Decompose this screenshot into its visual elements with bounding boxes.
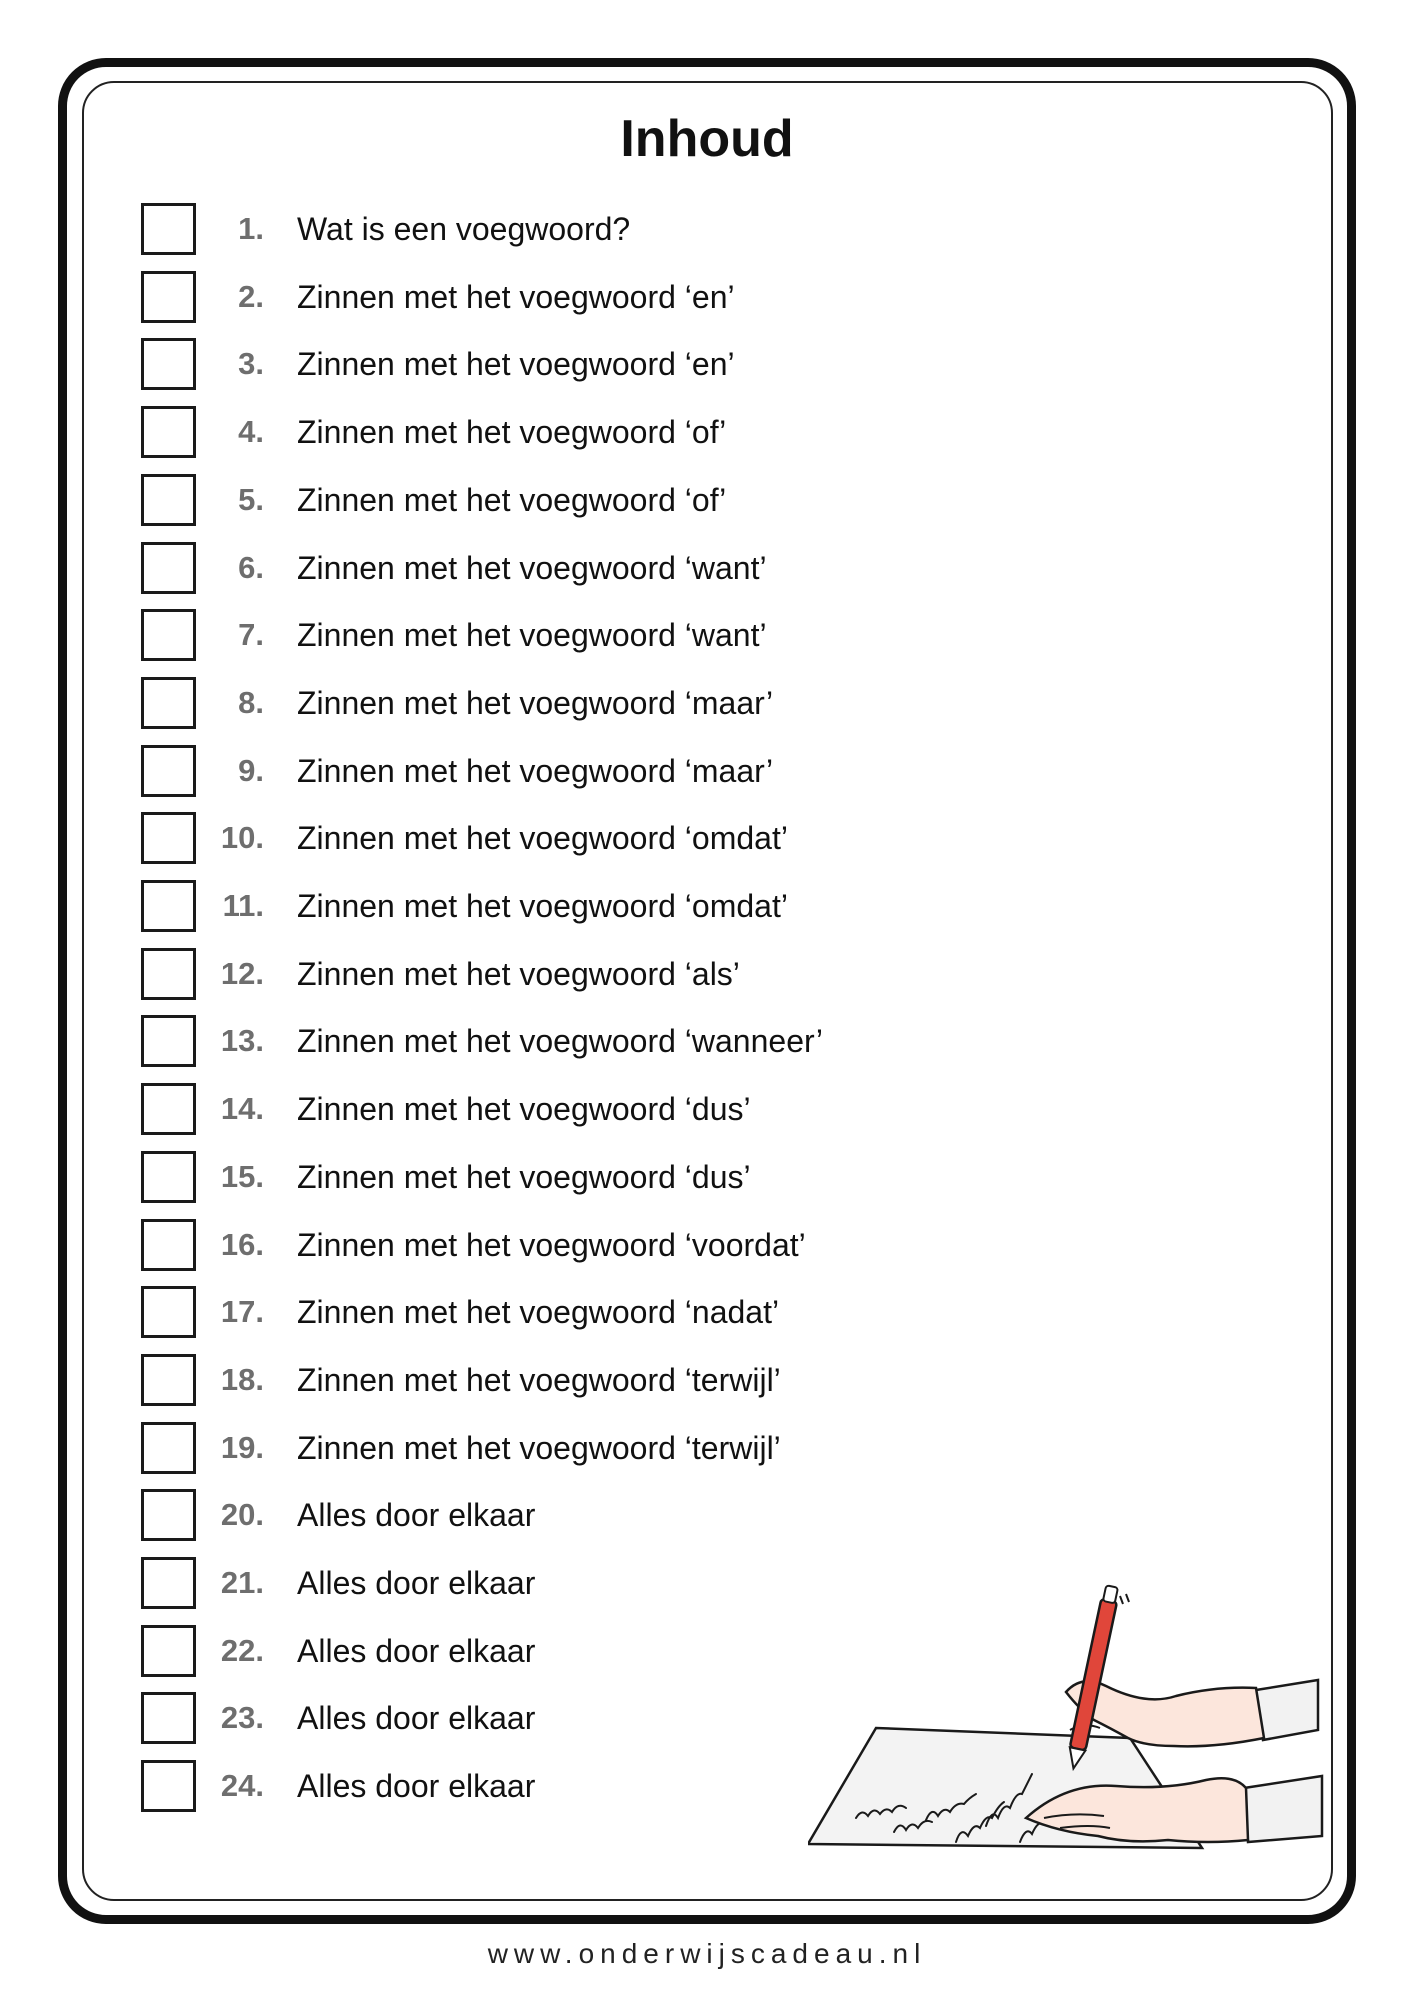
toc-item — [0, 1081, 900, 1137]
item-title: Zinnen met het voegwoord ‘als’ — [297, 955, 740, 992]
item-title: Alles door elkaar — [297, 1632, 536, 1669]
item-title: Zinnen met het voegwoord ‘omdat’ — [297, 888, 788, 924]
toc-item — [0, 404, 900, 460]
item-title: Zinnen met het voegwoord ‘terwijl’ — [297, 1361, 781, 1398]
item-number: 20. — [220, 1497, 264, 1533]
checkbox[interactable] — [141, 1557, 196, 1609]
item-number: 18. — [220, 1361, 264, 1397]
item-number: 4. — [238, 414, 264, 450]
toc-item — [0, 675, 900, 731]
item-title: Alles door elkaar — [297, 1497, 536, 1534]
toc-item — [0, 1149, 900, 1205]
toc-item — [0, 1623, 900, 1679]
checkbox[interactable] — [141, 1422, 196, 1474]
item-title: Zinnen met het voegwoord ‘of’ — [297, 414, 727, 451]
checkbox[interactable] — [141, 812, 196, 864]
checkbox[interactable] — [141, 609, 196, 661]
page-title: Inhoud — [620, 110, 794, 168]
checkbox[interactable] — [141, 1151, 196, 1203]
item-title: Zinnen met het voegwoord ‘maar’ — [297, 752, 774, 789]
item-number: 10. — [220, 820, 264, 856]
item-number: 3. — [238, 346, 264, 382]
toc-item — [0, 743, 900, 799]
toc-item — [0, 1284, 900, 1340]
item-number: 19. — [220, 1429, 264, 1465]
toc-item — [0, 540, 900, 596]
toc-item — [0, 946, 900, 1002]
toc-item — [0, 810, 900, 866]
toc-item — [0, 1690, 900, 1746]
checkbox[interactable] — [141, 880, 196, 932]
item-number: 24. — [220, 1768, 264, 1804]
item-title: Zinnen met het voegwoord ‘nadat’ — [297, 1294, 780, 1331]
checkbox[interactable] — [141, 203, 196, 255]
item-title: Zinnen met het voegwoord ‘dus’ — [297, 1158, 751, 1195]
item-number: 1. — [238, 211, 264, 246]
item-title: Zinnen met het voegwoord ‘want’ — [297, 549, 767, 586]
checkbox[interactable] — [141, 1354, 196, 1406]
checkbox[interactable] — [141, 271, 196, 323]
checkbox[interactable] — [141, 542, 196, 594]
item-title: Zinnen met het voegwoord ‘dus’ — [297, 1091, 751, 1128]
item-title: Alles door elkaar — [297, 1565, 536, 1601]
item-number: 23. — [220, 1700, 264, 1736]
item-title: Zinnen met het voegwoord ‘maar’ — [297, 684, 774, 721]
item-number: 21. — [220, 1565, 264, 1600]
checkbox[interactable] — [141, 1286, 196, 1338]
item-number: 14. — [220, 1091, 264, 1127]
item-number: 8. — [238, 684, 264, 720]
checkbox[interactable] — [141, 745, 196, 797]
checkbox[interactable] — [141, 677, 196, 729]
checkbox[interactable] — [141, 474, 196, 526]
item-number: 22. — [220, 1632, 264, 1668]
item-number: 12. — [220, 955, 264, 991]
checkbox[interactable] — [141, 406, 196, 458]
checkbox[interactable] — [141, 948, 196, 1000]
checkbox[interactable] — [141, 1015, 196, 1067]
item-number: 16. — [220, 1226, 264, 1262]
item-number: 7. — [238, 617, 264, 653]
checkbox[interactable] — [141, 1489, 196, 1541]
toc-item — [0, 472, 900, 528]
item-title: Zinnen met het voegwoord ‘want’ — [297, 617, 767, 654]
toc-item — [0, 1420, 900, 1476]
item-title: Zinnen met het voegwoord ‘terwijl’ — [297, 1429, 781, 1466]
item-title: Zinnen met het voegwoord ‘omdat’ — [297, 820, 788, 857]
toc-item — [0, 1555, 900, 1611]
toc-item — [0, 1352, 900, 1408]
toc-item — [0, 607, 900, 663]
footer-url: www.onderwijscadeau.nl — [487, 1938, 927, 1969]
toc-item — [0, 1217, 900, 1273]
checkbox[interactable] — [141, 338, 196, 390]
item-title: Zinnen met het voegwoord ‘wanneer’ — [297, 1023, 823, 1060]
toc-item — [0, 1758, 900, 1814]
item-number: 9. — [238, 752, 264, 788]
checkbox[interactable] — [141, 1219, 196, 1271]
item-number: 5. — [238, 481, 264, 517]
toc-item — [0, 1487, 900, 1543]
toc-item — [0, 1013, 900, 1069]
toc-item — [0, 336, 900, 392]
item-title: Zinnen met het voegwoord ‘of’ — [297, 481, 727, 518]
checkbox[interactable] — [141, 1692, 196, 1744]
item-title: Wat is een voegwoord? — [297, 211, 631, 247]
toc-item — [0, 201, 900, 257]
item-title: Zinnen met het voegwoord ‘voordat’ — [297, 1226, 806, 1263]
toc-item — [0, 269, 900, 325]
item-number: 13. — [220, 1023, 264, 1059]
item-title: Alles door elkaar — [297, 1700, 536, 1737]
checkbox[interactable] — [141, 1083, 196, 1135]
item-number: 2. — [238, 278, 264, 314]
item-title: Alles door elkaar — [297, 1768, 536, 1805]
item-number: 17. — [220, 1294, 264, 1330]
checkbox[interactable] — [141, 1760, 196, 1812]
hand-writing-with-pen-icon — [808, 1580, 1328, 1855]
item-number: 11. — [222, 888, 264, 923]
item-title: Zinnen met het voegwoord ‘en’ — [297, 278, 735, 315]
checkbox[interactable] — [141, 1625, 196, 1677]
item-number: 15. — [220, 1158, 264, 1194]
toc-item — [0, 878, 900, 934]
item-number: 6. — [238, 549, 264, 585]
item-title: Zinnen met het voegwoord ‘en’ — [297, 346, 735, 383]
